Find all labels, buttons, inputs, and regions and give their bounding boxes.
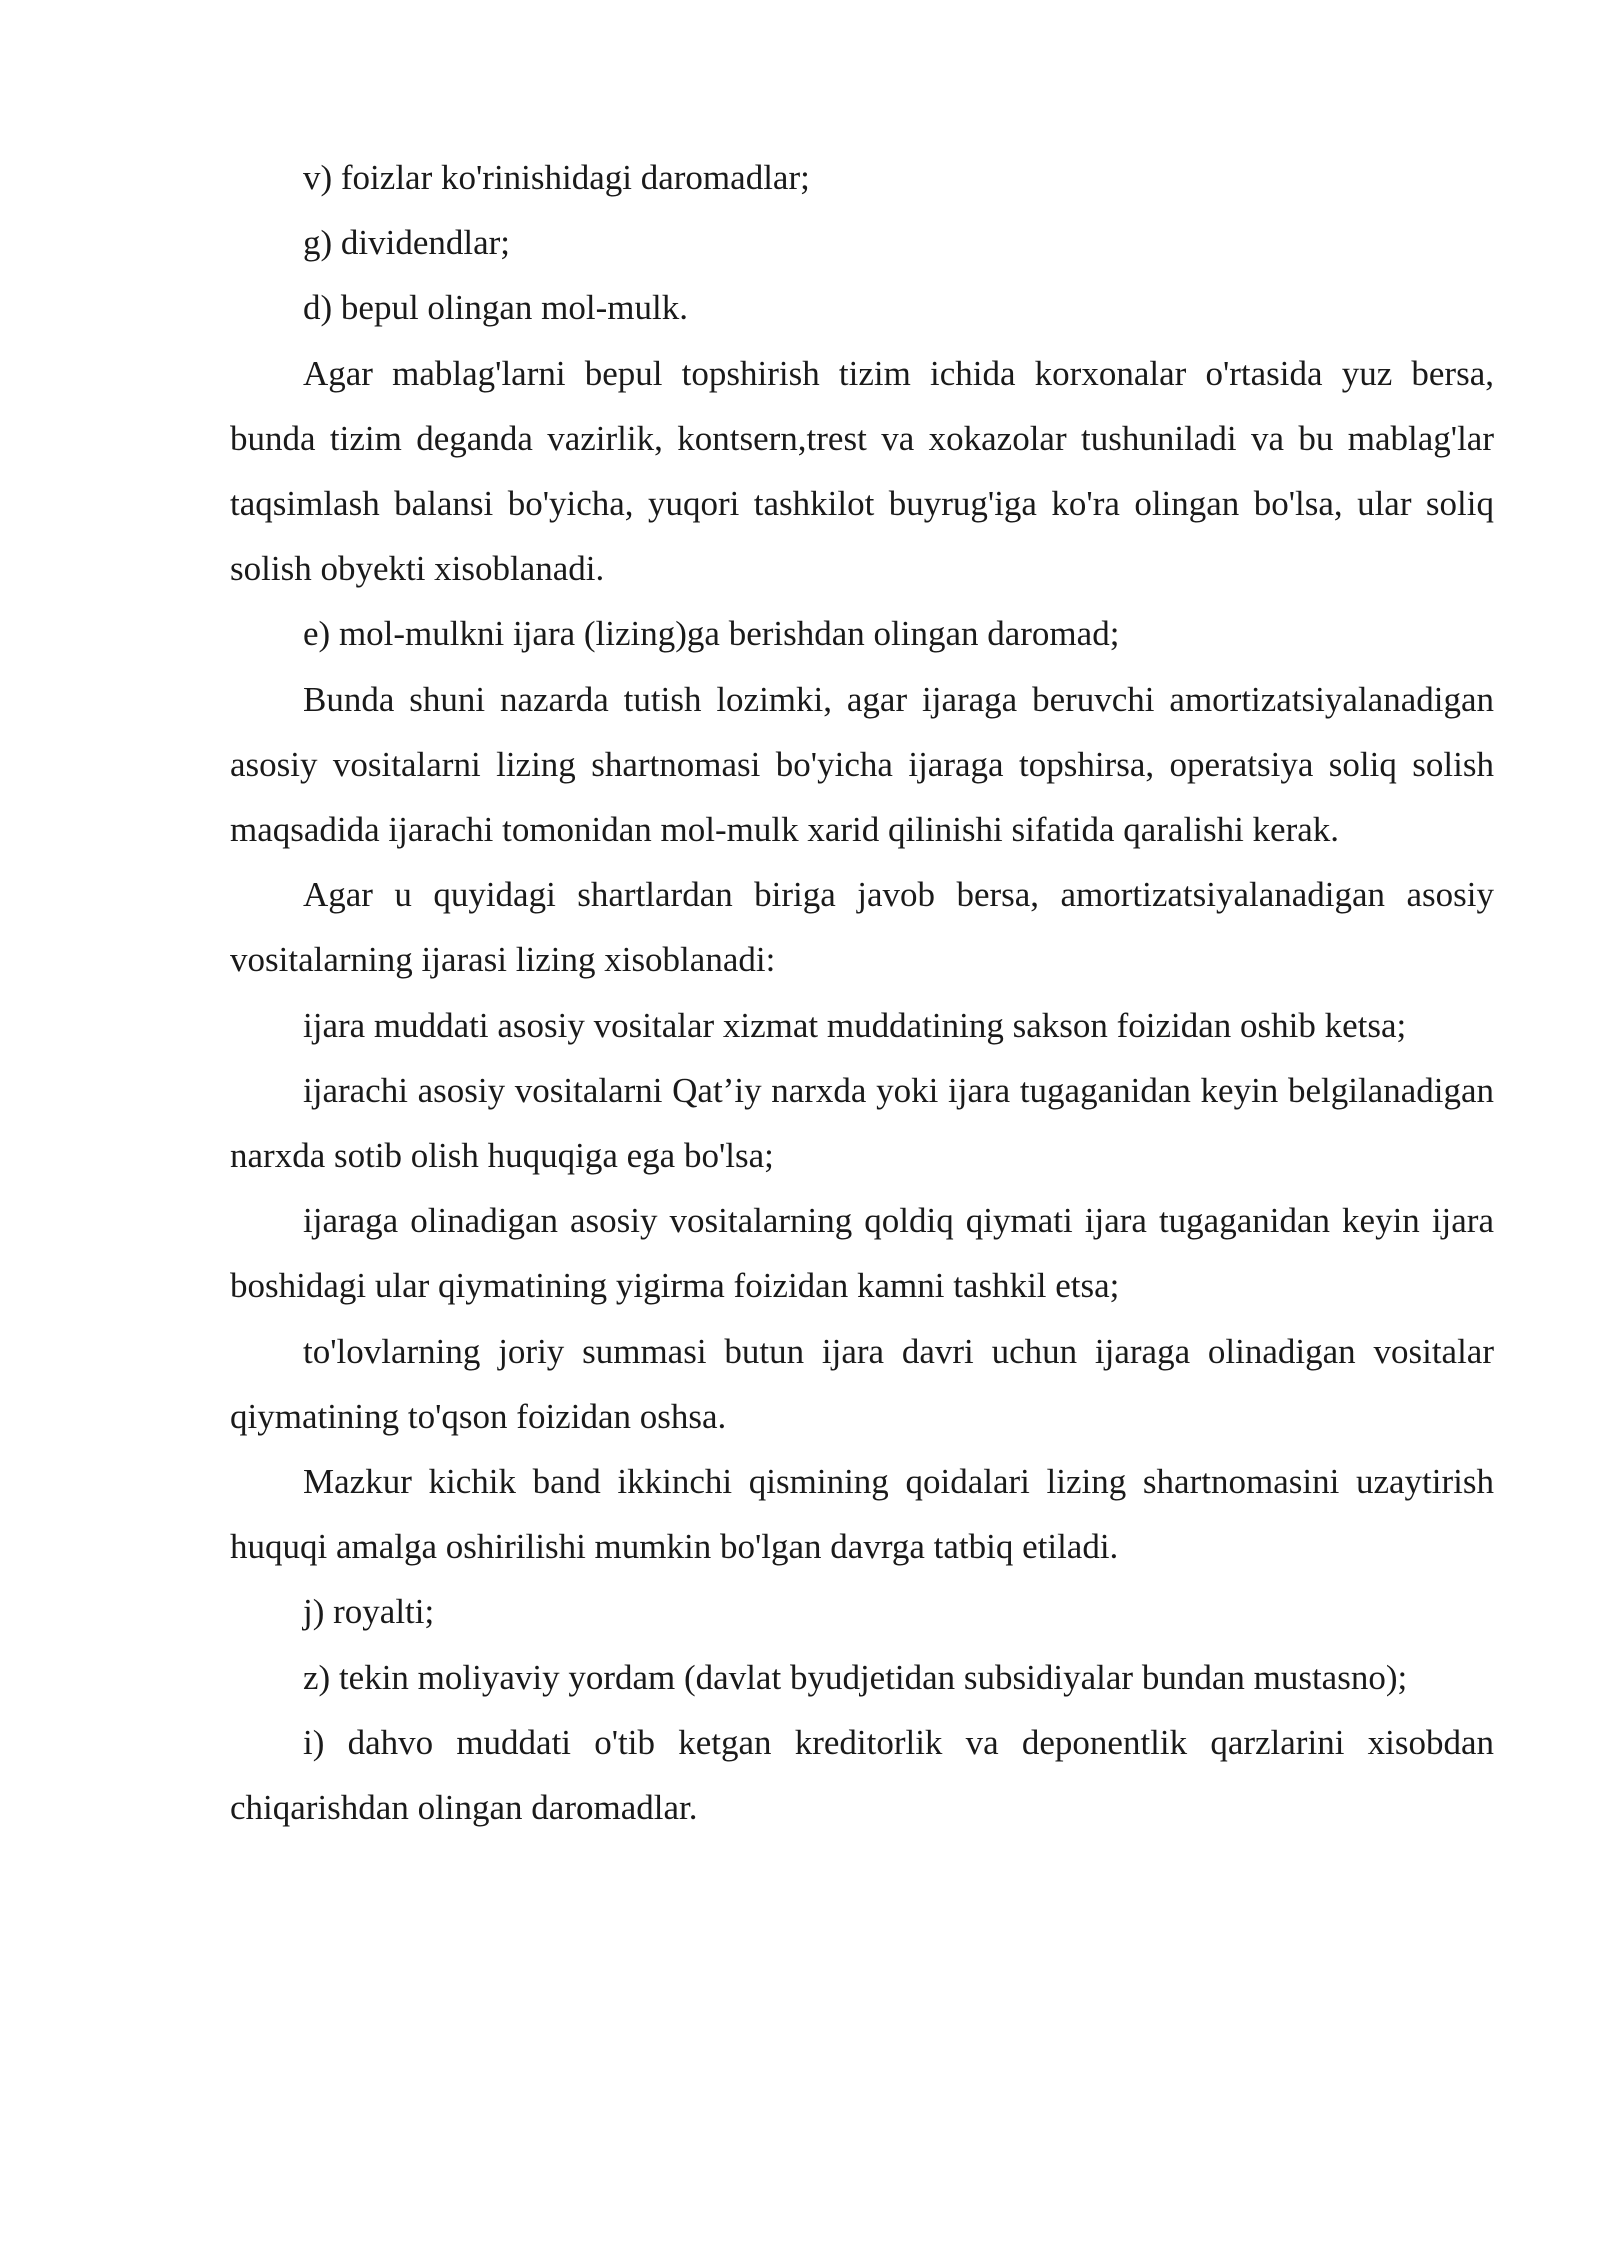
paragraph-item-v: v) foizlar ko'rinishidagi daromadlar;: [303, 158, 810, 197]
paragraph-item-z: z) tekin moliyaviy yordam (davlat byudjetidan subsidiyalar bundan mustasno);: [303, 1657, 1408, 1697]
paragraph-condition-payments: to'lovlarning joriy summasi butun ijara davri uchun ijaraga olinadigan vositalar qiymatining to'qson foizidan oshsa.: [230, 1331, 1494, 1436]
paragraph-extension-rule: Mazkur kichik band ikkinchi qismining qoidalari lizing shartnomasini uzaytirish huquqi amalga oshirilishi mumkin bo'lgan davrga tatbiq etiladi.: [230, 1462, 1494, 1567]
paragraph-item-i: i) dahvo muddati o'tib ketgan kreditorlik va deponentlik qarzlarini xisobdan chiqarishdan olingan daromadlar.: [230, 1722, 1494, 1828]
paragraph-free-transfer: Agar mablag'larni bepul topshirish tizim ichida korxonalar o'rtasida yuz bersa, bunda tizim deganda vazirlik, kontsern,trest va xokazolar tushuniladi va bu mablag'lar taqsimlash balansi bo'yicha, yuqori tashkilot buyrug'iga ko'ra olingan bo'lsa, ular soliq solish obyekti xisoblanadi.: [230, 353, 1494, 589]
paragraph-item-d: d) bepul olingan mol-mulk.: [303, 288, 688, 328]
paragraph-item-j: j) royalti;: [303, 1592, 435, 1632]
paragraph-condition-residual: ijaraga olinadigan asosiy vositalarning qoldiq qiymati ijara tugaganidan keyin ijara boshidagi ular qiymatining yigirma foizidan kamni tashkil etsa;: [230, 1201, 1494, 1306]
paragraph-condition-purchase: ijarachi asosiy vositalarni Qat’iy narxda yoki ijara tugaganidan keyin belgilanadigan narxda sotib olish huquqiga ega bo'lsa;: [230, 1070, 1494, 1176]
paragraph-leasing-conditions: Agar u quyidagi shartlardan biriga javob bersa, amortizatsiyalanadigan asosiy vositalarning ijarasi lizing xisoblanadi:: [230, 875, 1494, 980]
paragraph-item-e: e) mol-mulkni ijara (lizing)ga berishdan olingan daromad;: [303, 614, 1120, 654]
paragraph-condition-term: ijara muddati asosiy vositalar xizmat muddatining sakson foizidan oshib ketsa;: [303, 1005, 1407, 1045]
paragraph-leasing-note: Bunda shuni nazarda tutish lozimki, agar ijaraga beruvchi amortizatsiyalanadigan asosiy vositalarni lizing shartnomasi bo'yicha ijaraga topshirsa, operatsiya soliq solish maqsadida ijarachi tomonidan mol-mulk xarid qilinishi sifatida qaralishi kerak.: [230, 679, 1494, 850]
document-body: [230, 145, 1494, 1840]
paragraph-item-g: g) dividendlar;: [303, 223, 511, 263]
